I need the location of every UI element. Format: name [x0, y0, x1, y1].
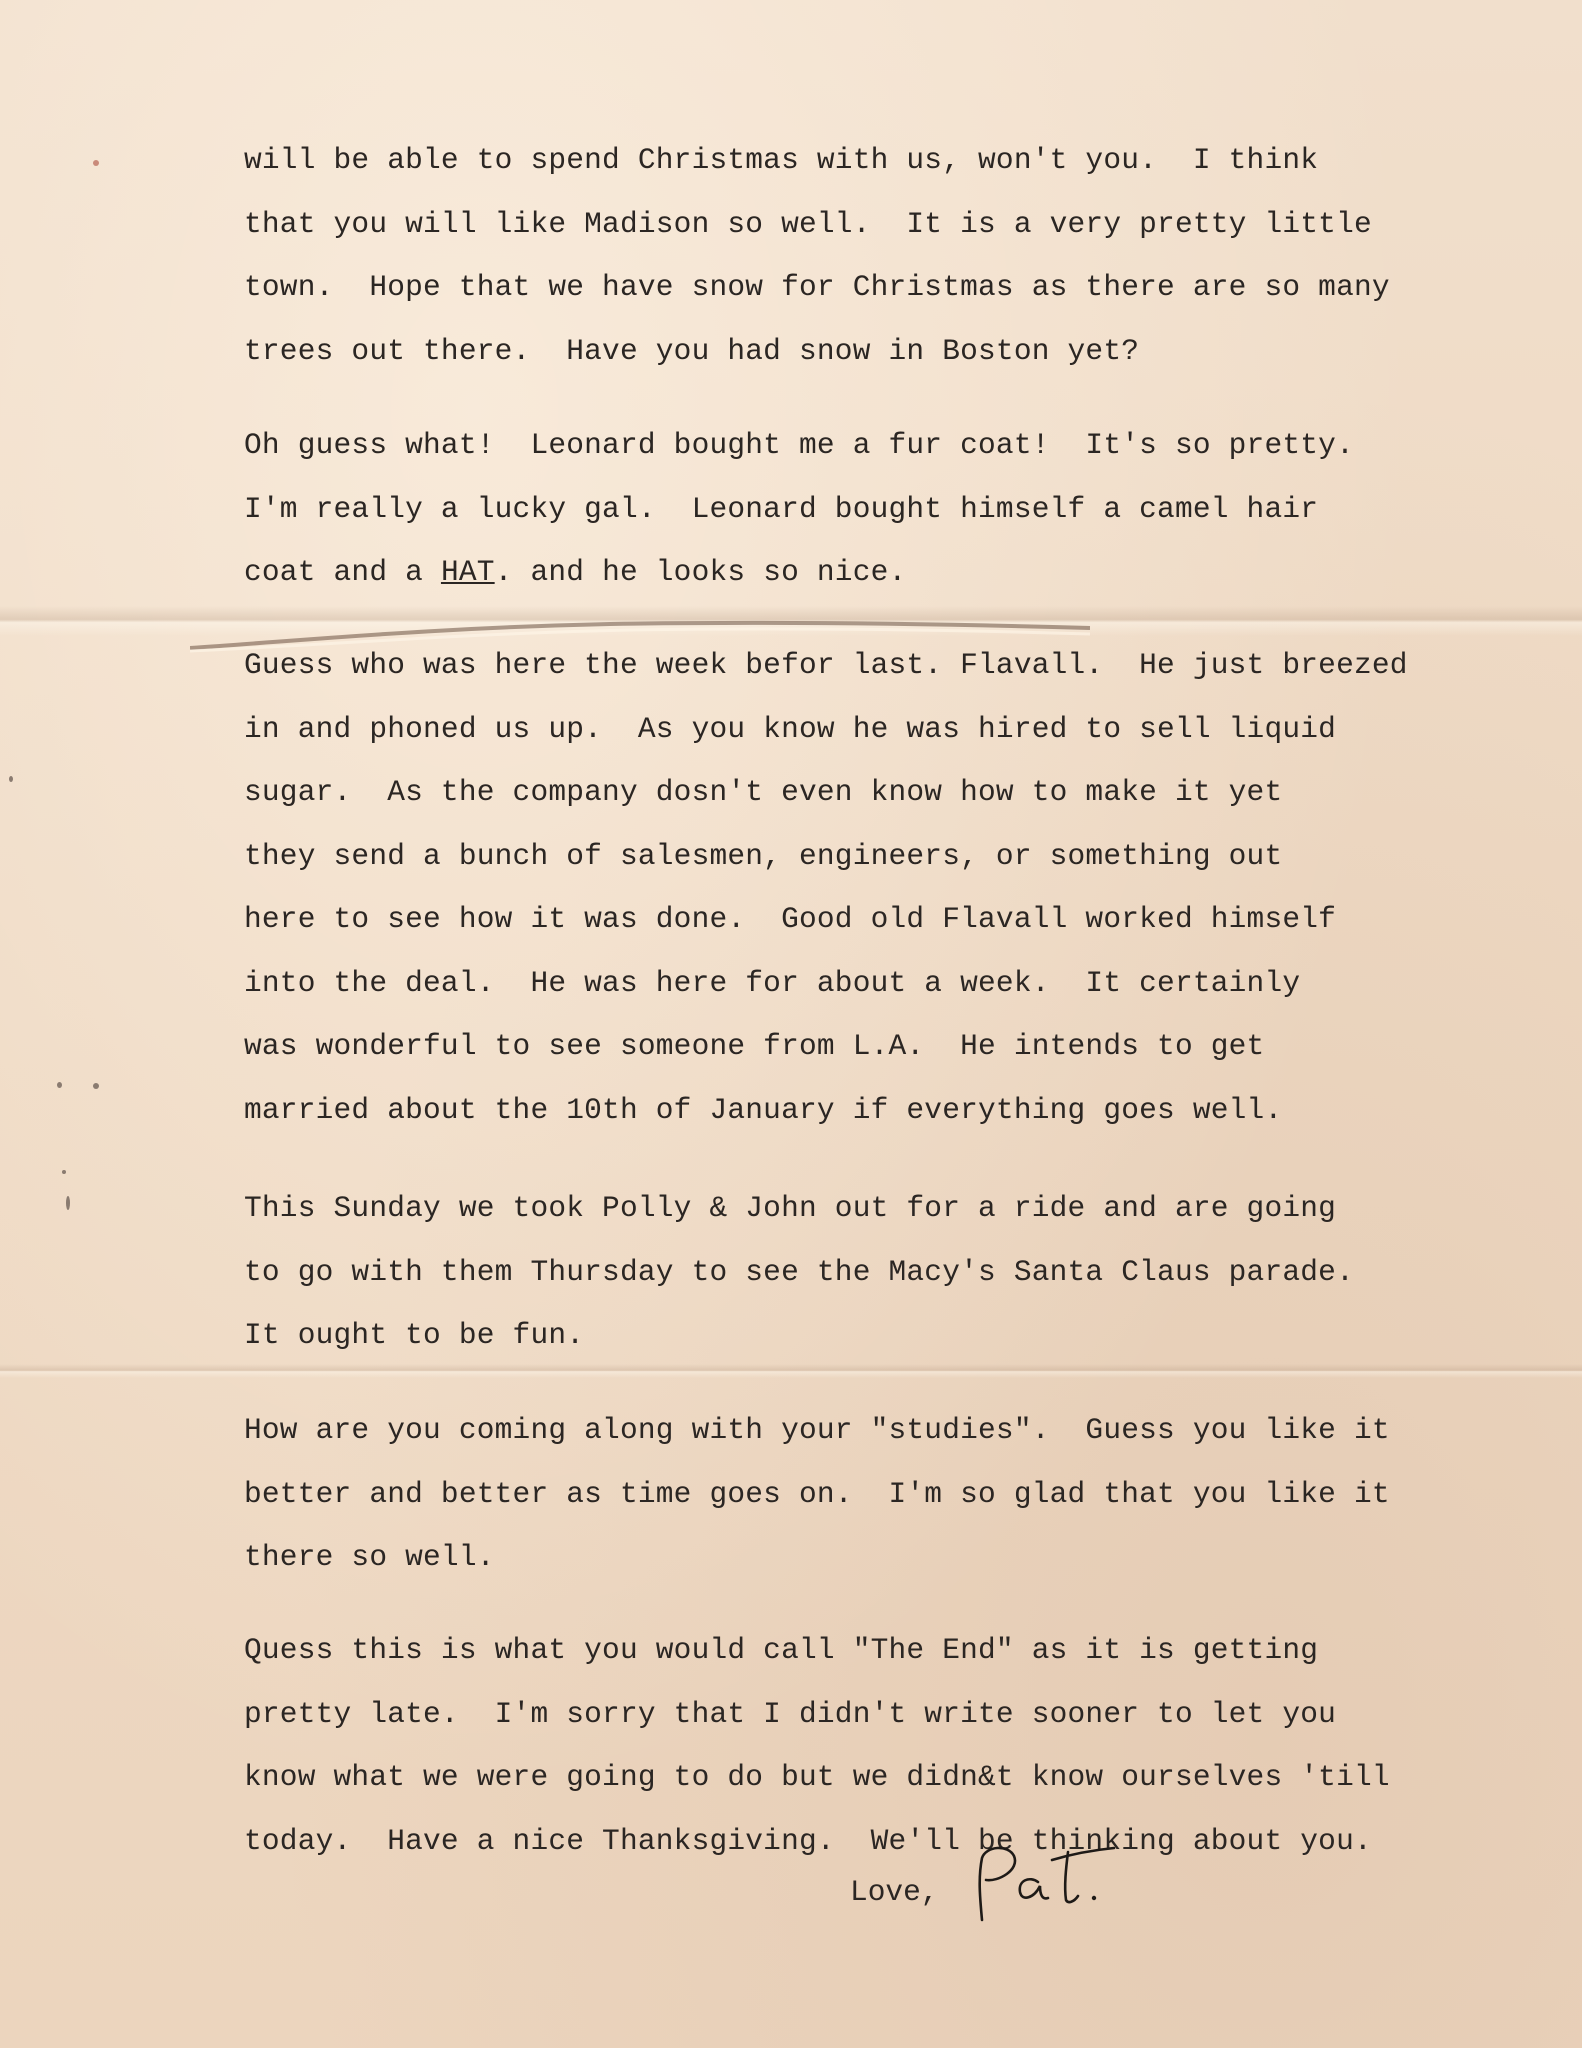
underlined-word: HAT — [440, 555, 495, 589]
letter-paragraph — [244, 1399, 1504, 1590]
letter-line: It ought to be fun. — [244, 1318, 585, 1352]
letter-line: How are you coming along with your "studies". Guess you like it — [244, 1413, 1390, 1447]
letter-line: Quess this is what you would call "The End" as it is getting — [244, 1633, 1319, 1667]
letter-line: know what we were going to do but we didn&t know ourselves 'till — [244, 1760, 1390, 1794]
paper-speck — [62, 1170, 66, 1174]
letter-line: married about the 10th of January if everything goes well. — [244, 1092, 1283, 1127]
letter-line: that you will like Madison so well. It is a very pretty little — [244, 206, 1372, 241]
letter-line: today. Have a nice Thanksgiving. We'll be thinking about you. — [244, 1823, 1372, 1858]
letter-line: sugar. As the company dosn't even know how to make it yet — [244, 775, 1283, 809]
paper-speck — [66, 1196, 70, 1210]
letter-line: pretty late. I'm sorry that I didn't write sooner to let you — [244, 1696, 1337, 1731]
handwritten-signature — [968, 1838, 1128, 1928]
letter-paragraph — [244, 1619, 1504, 1873]
letter-line: Guess who was here the week befor last. Flavall. He just breezed — [244, 648, 1408, 682]
paper-speck — [93, 1083, 99, 1089]
letter-line: into the deal. He was here for about a week. It certainly — [244, 965, 1301, 1000]
letter-line: town. Hope that we have snow for Christmas as there are so many — [244, 270, 1390, 304]
letter-line: This Sunday we took Polly & John out for a ride and are going — [244, 1191, 1337, 1225]
paper-speck — [9, 776, 13, 782]
letter-line: will be able to spend Christmas with us, won't you. I think — [244, 143, 1319, 177]
paper-speck — [57, 1082, 62, 1088]
letter-paragraph — [244, 634, 1504, 1142]
letter-closing: Love, — [850, 1875, 939, 1909]
letter-line: to go with them Thursday to see the Macy's Santa Claus parade. — [244, 1254, 1354, 1289]
letter-line: they send a bunch of salesmen, engineers, or something out — [244, 838, 1283, 873]
letter-line: here to see how it was done. Good old Flavall worked himself — [244, 902, 1337, 936]
letter-line: Oh guess what! Leonard bought me a fur coat! It's so pretty. — [244, 428, 1354, 462]
paper-speck — [93, 160, 99, 166]
letter-paragraph — [244, 414, 1504, 605]
letter-line: better and better as time goes on. I'm so glad that you like it — [244, 1476, 1390, 1511]
letter-line: in and phoned us up. As you know he was hired to sell liquid — [244, 711, 1337, 746]
letter-paragraph — [244, 1177, 1504, 1368]
letter-line: was wonderful to see someone from L.A. He intends to get — [244, 1029, 1265, 1063]
letter-line: there so well. — [244, 1540, 495, 1574]
letter-paragraph — [244, 129, 1504, 383]
letter-line: coat and a HAT. and he looks so nice. — [244, 555, 907, 589]
letter-line: I'm really a lucky gal. Leonard bought himself a camel hair — [244, 491, 1319, 526]
letter-line: trees out there. Have you had snow in Boston yet? — [244, 333, 1140, 368]
